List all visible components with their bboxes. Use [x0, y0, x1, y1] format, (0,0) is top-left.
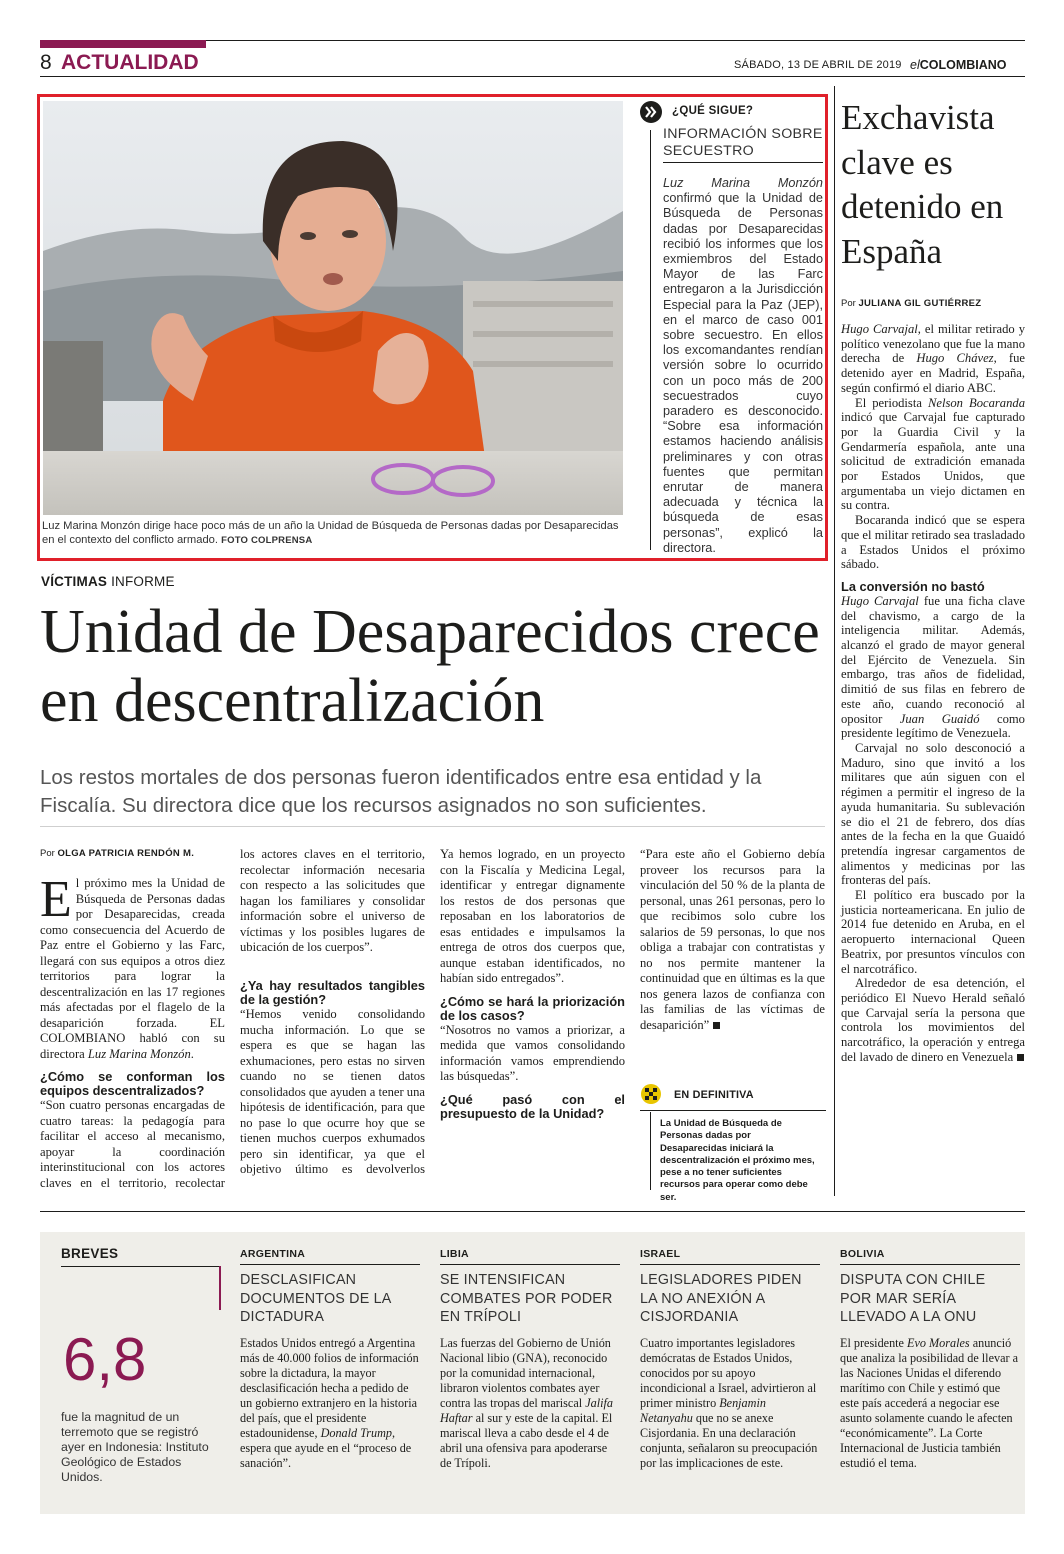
brief-text: Las fuerzas del Gobierno de Unión Nacional libio (GNA), reconocido por la comunidad internacional, libraron violentos combates ayer contra las tropas del mariscal: [440, 1335, 611, 1410]
side-story-subhead: La conversión no bastó: [841, 578, 985, 594]
big-number-text: fue la magnitud de un terremoto que se registró ayer en Indonesia: Instituto Geológico de Estados Unidos.: [61, 1410, 209, 1484]
brief-location: ARGENTINA: [240, 1248, 420, 1265]
person-name: Hugo Chávez: [916, 351, 994, 366]
article-column-2: [240, 847, 425, 1177]
paragraph-text: El político era buscado por la justicia norteamericana. En julio de 2014 fue detenido en Aruba, en el aeropuerto internacional Queen Beatrix, por presuntos vínculos con el narcotráfico.: [841, 888, 1025, 976]
brand-prefix: el: [910, 58, 920, 72]
breves-top-rule: [40, 1211, 1025, 1212]
brief-text: al sur y este de la capital. El mariscal lleva a cabo desde el 4 de abril una ofensiva para apoderarse de Trípoli.: [440, 1410, 613, 1470]
article-column-4: [640, 847, 825, 1033]
byline-name: OLGA PATRICIA RENDÓN M.: [57, 848, 195, 859]
brief-libia: [440, 1248, 620, 1471]
brief-text: Cuatro importantes legisladores demócratas de Estados Unidos, conocidos por su apoyo incondicional a Israel, advirtieron al primer ministro: [640, 1335, 817, 1410]
brief-bolivia: [840, 1248, 1020, 1471]
caption-text: Luz Marina Monzón dirige hace poco más de un año la Unidad de Búsqueda de Personas dadas por Desaparecidas en el contexto del conflicto armado.: [42, 520, 619, 546]
person-name: Hugo Carvajal: [841, 593, 919, 608]
interview-answer-continued: los actores claves en el territorio, recolectar información necesaria con respecto a las solicitudes que hagan los familiares y consolidar información sobre el universo de víctimas y los posibles lugares de ubicación de los cuerpos”.: [240, 847, 425, 954]
newspaper-brand: [910, 58, 1007, 72]
person-name: Donald Trump: [320, 1425, 393, 1440]
portrait-photo: [43, 101, 623, 515]
byline-prefix: Por: [841, 298, 856, 309]
end-mark: [713, 1022, 720, 1029]
photo-caption: [42, 519, 626, 548]
person-name: Hugo Carvajal: [841, 322, 918, 336]
breves-accent-bar: [219, 1266, 221, 1310]
interview-question: ¿Qué pasó con el presupuesto de la Unidad?: [440, 1091, 625, 1121]
que-sigue-lead-name: Luz Marina Monzón: [663, 176, 823, 190]
paragraph-text: Alrededor de esa detención, el periódico El Nuevo Herald señaló que Carvajal sería la persona que controla los movimientos del narcotráfico, la operación y entrega del lavado de dinero en Venezuela: [841, 976, 1025, 1064]
breves-label: BREVES: [61, 1246, 119, 1261]
brand-name: COLOMBIANO: [919, 58, 1007, 72]
brief-title: DESCLASIFICAN DOCUMENTOS DE LA DICTADURA: [240, 1272, 391, 1325]
que-sigue-vertical-rule: [650, 130, 651, 550]
brief-text: anunció que analiza la posibilidad de llevar a las Naciones Unidas el diferendo marítimo con Chile y estimó que este país accederá a negociar ese asunto solamente cuando le afecten “económicamente”. La Corte Internacional de Justicia también estudió el tema.: [840, 1335, 1018, 1470]
story-kicker: [41, 574, 175, 589]
section-accent-bar: [40, 40, 206, 48]
que-sigue-text: [663, 176, 823, 556]
side-story-headline: Exchavista clave es detenido en España: [841, 98, 1004, 271]
brief-text: El presidente: [840, 1335, 908, 1350]
brief-title: LEGISLADORES PIDEN LA NO ANEXIÓN A CISJORDANIA: [640, 1272, 802, 1325]
paragraph-text: indicó que Carvajal fue capturado por la Guardia Civil y la Gendarmería española, ante una solicitud de extradición emanada por Estados Unidos, que argumentaba un viejo dictamen en su contra.: [841, 410, 1025, 513]
kicker-bold: VÍCTIMAS: [41, 574, 108, 589]
main-deck: Los restos mortales de dos personas fueron identificados entre esa entidad y la Fiscalía. Su directora dice que los recursos asignados no son suficientes.: [40, 766, 762, 817]
person-name: Jalifa Haftar: [440, 1395, 613, 1425]
person-name: Nelson Bocaranda: [927, 395, 1025, 410]
byline-prefix: Por: [40, 848, 55, 859]
que-sigue-rule: [663, 162, 823, 163]
page-number: 8: [40, 51, 52, 74]
brief-text: , espera que ayude en el “proceso de sanación”.: [240, 1425, 412, 1470]
column-rule: [834, 86, 835, 1196]
interview-question: ¿Cómo se hará la priorización de los casos?: [440, 993, 625, 1023]
paragraph-text: , el militar retirado y político venezolano que fue la mano derecha de: [841, 322, 1025, 366]
paragraph-text: Bocaranda indicó que se espera que el militar retirado sea trasladado a Estados Unidos el próximo sábado.: [841, 513, 1025, 572]
person-name: Evo Morales: [907, 1335, 970, 1350]
que-sigue-title: INFORMACIÓN SOBRE SECUESTRO: [663, 126, 823, 159]
que-sigue-kicker: ¿QUÉ SIGUE?: [672, 105, 754, 117]
side-story-byline: [841, 298, 981, 309]
definitive-icon: [640, 1083, 662, 1105]
article-column-1: [40, 871, 225, 1190]
photo-credit: FOTO COLPRENSA: [221, 535, 313, 546]
brief-text: que no se anexe Cisjordania. En una declaración conjunta, señalaron su preocupación por las implicaciones de este.: [640, 1410, 818, 1470]
en-definitiva-text: La Unidad de Búsqueda de Personas dadas por Desaparecidas iniciará la descentralización el próximo mes, pese a no tener suficientes recursos para operar como debe ser.: [660, 1118, 815, 1203]
interview-answer: “Nosotros no vamos a priorizar, a medida que vamos consolidando información vamos emprendiendo las búsquedas”.: [440, 1022, 625, 1083]
interview-answer: “Son cuatro personas encargadas de cuatro tareas: la pedagogía para facilitar el acceso al mecanismo, apoyar la coordinación interinstitucional con los actores claves en el territorio, recolectar: [40, 1098, 225, 1190]
interview-question: ¿Cómo se conforman los equipos descentralizados?: [40, 1069, 225, 1098]
end-mark: [1017, 1054, 1024, 1061]
paragraph-text: l próximo mes la Unidad de Búsqueda de Personas dadas por Desaparecidas, creada como consecuencia del Acuerdo de Paz entre el Gobierno y las Farc, llegará con sus equipos a otros diez territorios para lograr la descentralización en las 17 regiones más afectadas por el flagelo de la desaparición forzada. EL COLOMBIANO habló con su directora: [40, 876, 225, 1061]
paragraph-text: .: [190, 1046, 194, 1061]
interview-answer: “Hemos venido consolidando mucha información. Lo que se espera es que se hagan las exhumaciones, pero estas no sirven cuando no se tienen datos consolidados que ayuden a tener una hipótesis de identificación, para que no pase lo que ocurre hoy que se tienen muchos cuerpos exhumados pero sin identificar, ya que el objetivo último es devolverlos: [240, 1007, 425, 1176]
chevron-right-icon: [640, 101, 662, 123]
brief-text: Estados Unidos entregó a Argentina más de 40.000 folios de información sobre la dictadura, la mayor desclasificación hecha a pedido de un gobierno extranjero en la historia del país, que el presidente estadounidense,: [240, 1335, 419, 1440]
header-rule: [40, 76, 1025, 77]
section-name: ACTUALIDAD: [61, 51, 199, 74]
photo-illustration: [43, 101, 623, 515]
deck-rule: [40, 826, 825, 827]
paragraph-text: fue una ficha clave del chavismo, a cargo de la inteligencia militar. Además, alcanzó el grado de mayor general del Ejército de Venezuela. Sin embargo, tras años de fidelidad, dimitió de sus filas en febrero de este año, cuando reconoció al opositor: [841, 593, 1025, 726]
main-headline: Unidad de Desaparecidos crece en descentralización: [40, 598, 820, 735]
en-definitiva-kicker: EN DEFINITIVA: [674, 1089, 754, 1101]
brief-title: DISPUTA CON CHILE POR MAR SERÍA LLEVADO A LA ONU: [840, 1272, 986, 1325]
big-number: 6,8: [63, 1326, 147, 1393]
byline-name: JULIANA GIL GUTIÉRREZ: [858, 298, 982, 309]
drop-cap: E: [40, 871, 72, 928]
kicker-light: INFORME: [111, 574, 175, 589]
main-byline: [40, 848, 194, 859]
brief-israel: [640, 1248, 820, 1471]
brief-argentina: [240, 1248, 420, 1471]
breves-label-rule: [61, 1266, 221, 1267]
paragraph-text: Carvajal no solo desconoció a Maduro, sino que invitó a los militares que aún siguen con el régimen a permitir el ingreso de la ayuda humanitaria. Su sublevación se dio el 21 de febrero, dos días antes de la fecha en la que Guaidó pretendía ingresar cargamentos de alimentos y medicinas por las fronteras del país.: [841, 740, 1025, 888]
interview-answer: “Para este año el Gobierno debía proveer los recursos para la vinculación del 50 % de la planta de personal, unas 261 personas, pero lo que recibimos solo cubre los salarios de 59 personas, lo que nos obliga a trabajar con contratistas y no nos permite mantener la continuidad que en últimas es la que nos genera lazos de confianza con las familias de las víctimas de desaparición”: [640, 847, 825, 1032]
brief-location: BOLIVIA: [840, 1248, 1020, 1265]
issue-date: SÁBADO, 13 DE ABRIL DE 2019: [734, 59, 902, 71]
article-column-3: [440, 847, 625, 1121]
interview-question: ¿Ya hay resultados tangibles de la gestión?: [240, 978, 425, 1007]
paragraph-text: El periodista: [855, 395, 928, 410]
en-definitiva-rule: [640, 1110, 826, 1111]
person-name: Juan Guaidó: [899, 711, 980, 726]
interview-answer: Ya hemos logrado, en un proyecto con la Fiscalía y Medicina Legal, identificar y entregar dignamente los restos de dos personas que reposaban en los laboratorios de esas entidades e impulsamos la entrega de otros dos cuerpos que, aunque estaban identificados, no habían sido entregados”.: [440, 847, 625, 985]
person-name: Luz Marina Monzón: [87, 1046, 191, 1061]
que-sigue-body: confirmó que la Unidad de Búsqueda de Personas dadas por Desaparecidas recibió los informes que los exmiembros del Estado Mayor de las Farc entregaron a la Jurisdicción Especial para la Paz (JEP), en el marco de caso 001 sobre secuestro. En ellos los excomandantes rendían versión sobre lo ocurrido con un poco más de 200 secuestrados cuyo paradero es desconocido. “Sobre esa información estamos haciendo análisis preliminares y con otras fuentes que permitan enrutar de manera adecuada y técnica la búsqueda de esas personas”, explicó la directora.: [663, 191, 823, 555]
paragraph-text: como presidente legítimo de Venezuela.: [841, 711, 1025, 741]
paragraph-text: , fue detenido ayer en Madrid, España, según confirmó el diario ABC.: [841, 351, 1025, 395]
en-definitiva-vertical-rule: [650, 1112, 651, 1190]
brief-location: LIBIA: [440, 1248, 620, 1265]
side-story-body: [841, 322, 1025, 1064]
brief-title: SE INTENSIFICAN COMBATES POR PODER EN TRÍPOLI: [440, 1272, 613, 1325]
brief-location: ISRAEL: [640, 1248, 820, 1265]
person-name: Benjamin Netanyahu: [640, 1395, 766, 1425]
